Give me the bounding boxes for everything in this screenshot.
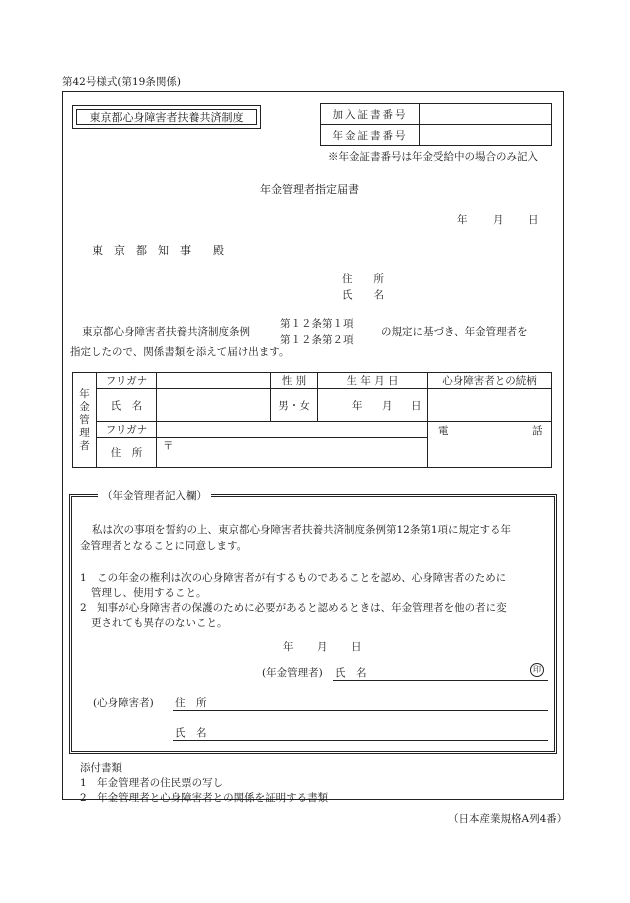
- table-row: [321, 104, 552, 125]
- birth-year: 年: [352, 400, 363, 412]
- enrollment-cert-input[interactable]: [420, 104, 552, 125]
- side-char: 金: [79, 400, 90, 413]
- pledge-line1: 私は次の事項を誓約の上、東京都心身障害者扶養共済制度条例第12条第1項に規定する年: [92, 524, 512, 536]
- date-day: 日: [528, 214, 539, 226]
- disabled-address-line[interactable]: [173, 710, 548, 711]
- table-row: [73, 373, 552, 389]
- birth-month: 月: [382, 400, 393, 412]
- gender-value[interactable]: 男・女: [271, 389, 318, 422]
- date-month: 月: [493, 214, 504, 226]
- certificate-number-table: [320, 103, 552, 146]
- attachment-item: 1 年金管理者の住民票の写し: [80, 777, 224, 789]
- addressee: 東 京 都 知 事 殿: [92, 244, 224, 257]
- relation-input[interactable]: [428, 389, 552, 422]
- table-row: [73, 422, 552, 438]
- postal-mark: 〒: [163, 440, 174, 452]
- side-char: 理: [79, 426, 90, 439]
- sign-day: 日: [351, 641, 362, 653]
- sign-month: 月: [317, 641, 328, 653]
- applicant-name-label: 氏 名: [342, 289, 384, 301]
- address-label: 住 所: [97, 438, 157, 468]
- body-line1-pre: 東京都心身障害者扶養共済制度条例: [82, 326, 250, 338]
- birth-header: 生 年 月 日: [318, 373, 428, 389]
- table-row: [321, 125, 552, 146]
- disabled-role-label: (心身障害者): [93, 697, 154, 709]
- side-char: 年: [79, 387, 90, 400]
- attachment-item: 2 年金管理者と心身障害者との関係を証明する書類: [80, 792, 329, 804]
- gender-header: 性 別: [271, 373, 318, 389]
- furigana-label-2: フリガナ: [97, 422, 157, 438]
- relation-header: 心身障害者との続柄: [428, 373, 552, 389]
- cert-note: ※年金証書番号は年金受給中の場合のみ記入: [328, 151, 538, 163]
- pension-cert-input[interactable]: [420, 125, 552, 146]
- pension-cert-label: 年金証書番号: [321, 125, 420, 146]
- pledge-line2: 金管理者となることに同意します。: [80, 540, 248, 552]
- enrollment-cert-label: 加入証書番号: [321, 104, 420, 125]
- address-input[interactable]: [157, 438, 428, 468]
- manager-role-label: (年金管理者): [262, 667, 323, 679]
- system-name-box: [72, 105, 261, 129]
- furigana-input[interactable]: [157, 373, 271, 389]
- article-b: 第１２条第２項: [280, 334, 354, 346]
- paper-size-note: （日本産業規格A列4番）: [448, 813, 568, 825]
- furigana-label: フリガナ: [97, 373, 157, 389]
- address-furigana-input[interactable]: [157, 422, 428, 438]
- phone-label-a: 電: [438, 425, 449, 437]
- disabled-name-label: 氏 名: [175, 727, 207, 739]
- system-name: 東京都心身障害者扶養共済制度: [76, 109, 257, 125]
- form-id: 第42号様式(第19条関係): [62, 76, 181, 88]
- side-char: 者: [79, 439, 90, 452]
- item2-line2: 更されても異存のないこと。: [91, 617, 228, 629]
- name-input[interactable]: [157, 389, 271, 422]
- item1-line2: 管理し、使用すること。: [91, 587, 207, 599]
- manager-name-label: 氏 名: [335, 667, 367, 679]
- birth-date-cell[interactable]: [318, 389, 428, 422]
- article-a: 第１２条第１項: [280, 318, 354, 330]
- table-row: [73, 389, 552, 422]
- sign-year: 年: [283, 641, 294, 653]
- attachments-heading: 添付書類: [80, 762, 122, 774]
- item1-line1: 1 この年金の権利は次の心身障害者が有するものであることを認め、心身障害者のために: [80, 572, 507, 584]
- body-line1-post: の規定に基づき、年金管理者を: [381, 326, 528, 338]
- birth-day: 日: [411, 400, 422, 412]
- date-year: 年: [457, 214, 468, 226]
- disabled-name-line[interactable]: [173, 740, 548, 741]
- applicant-address-label: 住 所: [342, 273, 384, 285]
- manager-name-line[interactable]: [333, 680, 548, 681]
- page-title: 年金管理者指定届書: [260, 183, 359, 196]
- name-label: 氏 名: [97, 389, 157, 422]
- section-heading: （年金管理者記入欄）: [98, 488, 211, 503]
- body-line2: 指定したので、関係書類を添えて届け出ます。: [70, 346, 290, 358]
- side-char: 管: [79, 413, 90, 426]
- item2-line1: 2 知事が心身障害者の保護のために必要があると認めるときは、年金管理者を他の者に変: [80, 602, 507, 614]
- seal-icon: 印: [530, 663, 544, 677]
- disabled-address-label: 住 所: [175, 697, 207, 709]
- phone-label-b: 話: [532, 425, 543, 437]
- manager-table: [72, 372, 552, 468]
- phone-cell[interactable]: [428, 422, 552, 468]
- manager-side-label: [73, 373, 97, 468]
